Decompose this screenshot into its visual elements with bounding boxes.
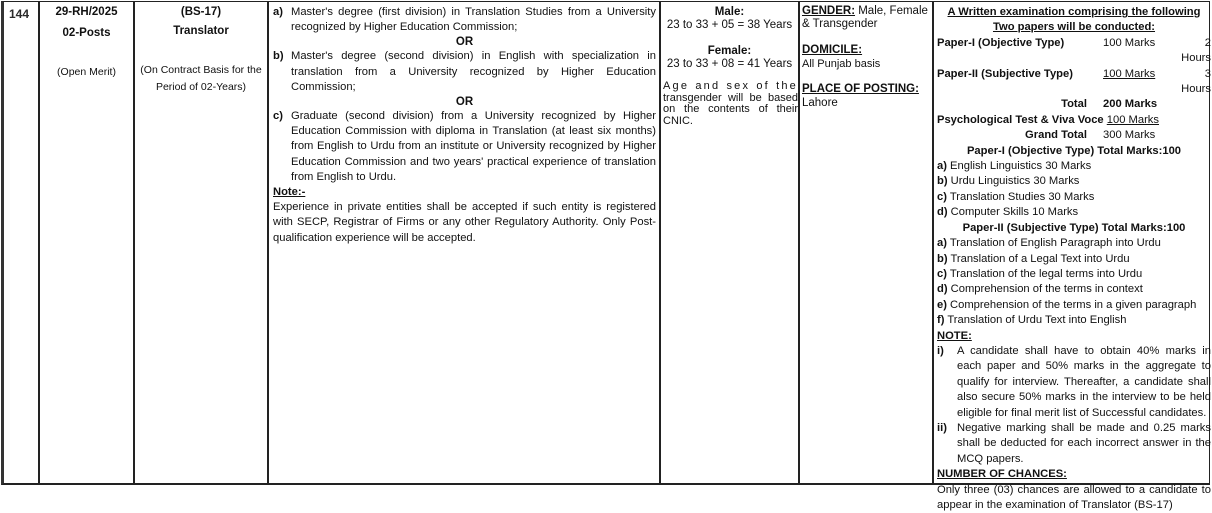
item-text: Translation Studies 30 Marks [946,190,1095,203]
item-text: Translation of Urdu Text into English [944,314,1127,327]
item-label: c) [937,267,947,280]
paper1-item [937,174,1211,189]
exam-note-item [937,344,1211,421]
serial-number: 144 [9,7,30,21]
exam-cell [934,2,1211,511]
age-note-rest: transgender will be based on the contents of their CNIC. [663,91,798,127]
posting-value: Lahore [802,97,838,109]
psych-label: Psychological Test & Viva Voce [937,113,1104,126]
paper-hours: 3 Hours [1181,67,1211,96]
item-text: Computer Skills 10 Marks [947,206,1079,219]
item-label: d) [937,283,948,296]
item-label: d) [937,206,948,219]
domicile-value: All Punjab basis [802,58,881,70]
paper-hours: 2 Hours [1181,36,1211,65]
item-label: f) [937,314,945,327]
note-text: Negative marking shall be made and 0.25 marks shall be deducted for each incorrect answer in the MCQ papers. [957,421,1211,465]
chances-heading: NUMBER OF CHANCES: [937,468,1067,481]
qualification-item [273,49,656,95]
total-row [937,97,1211,112]
transgender-age-note [663,81,798,127]
paper-marks: 100 Marks [1103,67,1156,80]
paper-row [937,67,1211,98]
grand-total-label: Grand Total [1025,129,1087,142]
paper1-item [937,159,1211,174]
paper2-item [937,313,1211,328]
total-label: Total [1061,98,1087,111]
paper2-item [937,236,1211,251]
qualification-item [273,5,656,35]
item-label: c) [273,110,283,123]
gender-value: Male, Female & Transgender [802,5,928,30]
paper-name: Paper-I (Objective Type) [937,36,1065,49]
item-label: c) [937,190,947,203]
paper-row [937,36,1211,67]
or-separator: OR [455,96,474,109]
paper2-item [937,282,1211,297]
item-text: Translation of English Paragraph into Urdu [946,237,1161,250]
total-value: 200 Marks [1103,98,1158,111]
grand-total-value: 300 Marks [1103,129,1156,142]
female-label: Female: [707,45,752,57]
qualification-item [273,109,656,185]
note-text: Experience in private entities shall be accepted if such entity is registered with SECP, Registrar of Firms or any other Regulatory Authority. Only Post-qualification experience will be accepted. [273,201,656,244]
item-text: Translation of a Legal Text into Urdu [947,252,1130,265]
female-age: 23 to 33 + 08 = 41 Years [666,58,793,70]
male-label: Male: [714,6,745,18]
paper2-item [937,252,1211,267]
advertisement-table-row [1,1,1211,511]
post-cell [135,2,269,483]
item-text: Translation of the legal terms into Urdu [946,267,1143,280]
age-cell [661,2,800,483]
case-number: 29-RH/2025 [55,6,118,18]
posting-heading: PLACE OF POSTING: [802,83,919,95]
paper2-title: Paper-II (Subjective Type) Total Marks:100 [962,221,1186,234]
psych-row [937,113,1211,128]
item-label: b) [937,175,948,188]
item-text: Graduate (second division) from a University recognized by Higher Education Commission with diploma in Translation (at least six months) from English to Urdu from an institute or University recognized by Higher Education Commission and two years' practical experience of translation from English to Urdu. [291,110,656,183]
paper-marks: 100 Marks [1103,36,1156,49]
paper-name: Paper-II (Subjective Type) [937,67,1073,80]
item-text: Urdu Linguistics 30 Marks [947,175,1080,188]
note-label: ii) [937,421,947,434]
paper2-item [937,298,1211,313]
post-title: Translator [173,25,229,37]
papers-heading: Two papers will be conducted: [992,21,1156,34]
paper2-item [937,267,1211,282]
item-label: e) [937,298,947,311]
grand-total-row [937,128,1211,143]
item-text: Master's degree (first division) in Translation Studies from a University recognized by Higher Education Commission; [291,6,656,34]
item-label: a) [937,237,947,250]
age-note-first: Age and sex of the [663,80,798,92]
item-text: Master's degree (second division) in English with specialization in translation from a University recognized by Higher Education Commission; [291,50,656,93]
note-label: i) [937,344,944,357]
eligibility-cell [800,2,934,483]
male-age: 23 to 33 + 05 = 38 Years [666,19,793,31]
item-text: Comprehension of the terms in context [947,283,1143,296]
item-text: Comprehension of the terms in a given paragraph [946,298,1197,311]
exam-note-item [937,421,1211,467]
paper1-item [937,205,1211,220]
psych-value: 100 Marks [1106,113,1159,126]
item-label: b) [273,50,284,63]
gender-heading: GENDER: [802,5,856,17]
or-separator: OR [455,36,474,49]
contract-basis: (On Contract Basis for the Period of 02-Years) [140,64,262,93]
qualification-cell [269,2,661,483]
item-label: b) [937,252,948,265]
domicile-heading: DOMICILE: [802,44,863,56]
serial-cell [4,2,40,483]
exam-heading: A Written examination comprising the following [947,6,1201,18]
case-number-cell [40,2,135,483]
exam-note-heading: NOTE: [937,329,972,342]
quota: (Open Merit) [57,66,116,78]
item-label: a) [273,6,283,18]
note-text: A candidate shall have to obtain 40% marks in each paper and 50% marks in the aggregate to qualify for interview. Thereafter, a candidate shall also secure 50% marks in the interview to be held eligible for final merit list of Successful candidates. [957,344,1211,419]
basic-scale: (BS-17) [180,6,222,18]
item-label: a) [937,160,947,173]
chances-text: Only three (03) chances are allowed to a candidate to appear in the examination of Translator (BS-17) [937,483,1211,511]
note-heading: Note:- [273,186,306,199]
gender-block [802,5,932,31]
posts-count: 02-Posts [62,27,111,39]
paper1-title: Paper-I (Objective Type) Total Marks:100 [966,144,1182,157]
paper1-item [937,190,1211,205]
item-text: English Linguistics 30 Marks [946,160,1092,173]
